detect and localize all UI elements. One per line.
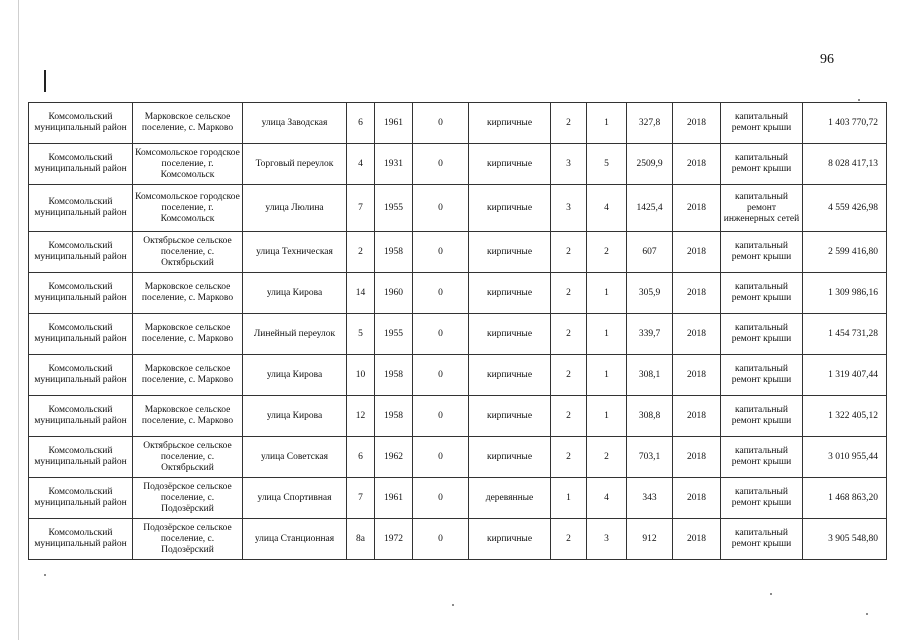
build-year-cell: 1962 xyxy=(375,437,413,478)
settlement-cell: Марковское сельское поселение, с. Марково xyxy=(133,273,243,314)
cost-cell: 1 309 986,16 xyxy=(803,273,887,314)
plan-year-cell: 2018 xyxy=(673,355,721,396)
settlement-cell: Марковское сельское поселение, с. Марково xyxy=(133,396,243,437)
work-type-cell: капитальный ремонт крыши xyxy=(721,396,803,437)
district-cell: Комсомольский муниципальный район xyxy=(29,273,133,314)
wall-material-cell: кирпичные xyxy=(469,273,551,314)
floors-cell: 2 xyxy=(551,437,587,478)
scan-speck xyxy=(44,574,46,576)
area-cell: 308,1 xyxy=(627,355,673,396)
cost-cell: 1 468 863,20 xyxy=(803,478,887,519)
area-cell: 912 xyxy=(627,519,673,560)
settlement-cell: Марковское сельское поселение, с. Марково xyxy=(133,355,243,396)
plan-year-cell: 2018 xyxy=(673,478,721,519)
house-number-cell: 4 xyxy=(347,144,375,185)
housing-repair-table xyxy=(28,102,887,560)
street-cell: улица Кирова xyxy=(243,355,347,396)
entrances-cell: 1 xyxy=(587,314,627,355)
plan-year-cell: 2018 xyxy=(673,103,721,144)
plan-year-cell: 2018 xyxy=(673,396,721,437)
scan-margin-mark xyxy=(44,70,46,92)
zero-value-cell: 0 xyxy=(413,103,469,144)
work-type-cell: капитальный ремонт крыши xyxy=(721,355,803,396)
house-number-cell: 10 xyxy=(347,355,375,396)
district-cell: Комсомольский муниципальный район xyxy=(29,185,133,232)
plan-year-cell: 2018 xyxy=(673,314,721,355)
entrances-cell: 1 xyxy=(587,396,627,437)
zero-value-cell: 0 xyxy=(413,519,469,560)
work-type-cell: капитальный ремонт крыши xyxy=(721,144,803,185)
area-cell: 327,8 xyxy=(627,103,673,144)
zero-value-cell: 0 xyxy=(413,478,469,519)
wall-material-cell: кирпичные xyxy=(469,519,551,560)
wall-material-cell: кирпичные xyxy=(469,314,551,355)
street-cell: Торговый переулок xyxy=(243,144,347,185)
scan-speck xyxy=(770,593,772,595)
house-number-cell: 14 xyxy=(347,273,375,314)
work-type-cell: капитальный ремонт крыши xyxy=(721,103,803,144)
cost-cell: 8 028 417,13 xyxy=(803,144,887,185)
area-cell: 305,9 xyxy=(627,273,673,314)
house-number-cell: 7 xyxy=(347,478,375,519)
entrances-cell: 1 xyxy=(587,103,627,144)
floors-cell: 2 xyxy=(551,232,587,273)
settlement-cell: Октябрьское сельское поселение, с. Октябрьский xyxy=(133,232,243,273)
plan-year-cell: 2018 xyxy=(673,437,721,478)
area-cell: 2509,9 xyxy=(627,144,673,185)
entrances-cell: 2 xyxy=(587,437,627,478)
build-year-cell: 1958 xyxy=(375,396,413,437)
wall-material-cell: кирпичные xyxy=(469,185,551,232)
table-row xyxy=(29,314,887,355)
page-number: 96 xyxy=(820,52,834,67)
house-number-cell: 6 xyxy=(347,103,375,144)
scan-speck xyxy=(452,604,454,606)
build-year-cell: 1960 xyxy=(375,273,413,314)
cost-cell: 1 403 770,72 xyxy=(803,103,887,144)
plan-year-cell: 2018 xyxy=(673,519,721,560)
street-cell: улица Кирова xyxy=(243,273,347,314)
plan-year-cell: 2018 xyxy=(673,273,721,314)
table-row xyxy=(29,103,887,144)
floors-cell: 2 xyxy=(551,273,587,314)
floors-cell: 2 xyxy=(551,103,587,144)
plan-year-cell: 2018 xyxy=(673,232,721,273)
work-type-cell: капитальный ремонт крыши xyxy=(721,519,803,560)
build-year-cell: 1958 xyxy=(375,232,413,273)
build-year-cell: 1955 xyxy=(375,185,413,232)
settlement-cell: Комсомольское городское поселение, г. Комсомольск xyxy=(133,144,243,185)
street-cell: Линейный переулок xyxy=(243,314,347,355)
floors-cell: 2 xyxy=(551,396,587,437)
table-row xyxy=(29,144,887,185)
settlement-cell: Марковское сельское поселение, с. Марково xyxy=(133,103,243,144)
work-type-cell: капитальный ремонт крыши xyxy=(721,273,803,314)
settlement-cell: Октябрьское сельское поселение, с. Октябрьский xyxy=(133,437,243,478)
entrances-cell: 5 xyxy=(587,144,627,185)
table-row xyxy=(29,396,887,437)
floors-cell: 3 xyxy=(551,144,587,185)
area-cell: 343 xyxy=(627,478,673,519)
floors-cell: 2 xyxy=(551,519,587,560)
district-cell: Комсомольский муниципальный район xyxy=(29,478,133,519)
district-cell: Комсомольский муниципальный район xyxy=(29,519,133,560)
entrances-cell: 1 xyxy=(587,273,627,314)
area-cell: 1425,4 xyxy=(627,185,673,232)
floors-cell: 2 xyxy=(551,355,587,396)
cost-cell: 3 905 548,80 xyxy=(803,519,887,560)
build-year-cell: 1958 xyxy=(375,355,413,396)
scan-speck xyxy=(858,99,860,101)
zero-value-cell: 0 xyxy=(413,437,469,478)
district-cell: Комсомольский муниципальный район xyxy=(29,144,133,185)
plan-year-cell: 2018 xyxy=(673,144,721,185)
build-year-cell: 1931 xyxy=(375,144,413,185)
work-type-cell: капитальный ремонт крыши xyxy=(721,232,803,273)
street-cell: улица Станционная xyxy=(243,519,347,560)
house-number-cell: 2 xyxy=(347,232,375,273)
wall-material-cell: кирпичные xyxy=(469,396,551,437)
street-cell: улица Спортивная xyxy=(243,478,347,519)
entrances-cell: 3 xyxy=(587,519,627,560)
zero-value-cell: 0 xyxy=(413,144,469,185)
entrances-cell: 4 xyxy=(587,185,627,232)
district-cell: Комсомольский муниципальный район xyxy=(29,355,133,396)
settlement-cell: Подозёрское сельское поселение, с. Подозёрский xyxy=(133,519,243,560)
floors-cell: 1 xyxy=(551,478,587,519)
area-cell: 339,7 xyxy=(627,314,673,355)
entrances-cell: 1 xyxy=(587,355,627,396)
work-type-cell: капитальный ремонт крыши xyxy=(721,437,803,478)
area-cell: 607 xyxy=(627,232,673,273)
cost-cell: 4 559 426,98 xyxy=(803,185,887,232)
street-cell: улица Люлина xyxy=(243,185,347,232)
district-cell: Комсомольский муниципальный район xyxy=(29,232,133,273)
district-cell: Комсомольский муниципальный район xyxy=(29,103,133,144)
work-type-cell: капитальный ремонт крыши xyxy=(721,478,803,519)
zero-value-cell: 0 xyxy=(413,185,469,232)
zero-value-cell: 0 xyxy=(413,355,469,396)
district-cell: Комсомольский муниципальный район xyxy=(29,396,133,437)
table-row xyxy=(29,355,887,396)
wall-material-cell: деревянные xyxy=(469,478,551,519)
street-cell: улица Кирова xyxy=(243,396,347,437)
house-number-cell: 6 xyxy=(347,437,375,478)
zero-value-cell: 0 xyxy=(413,314,469,355)
house-number-cell: 12 xyxy=(347,396,375,437)
cost-cell: 2 599 416,80 xyxy=(803,232,887,273)
cost-cell: 1 454 731,28 xyxy=(803,314,887,355)
street-cell: улица Заводская xyxy=(243,103,347,144)
area-cell: 308,8 xyxy=(627,396,673,437)
build-year-cell: 1972 xyxy=(375,519,413,560)
house-number-cell: 5 xyxy=(347,314,375,355)
scan-speck xyxy=(866,613,868,615)
table-body xyxy=(29,103,887,560)
entrances-cell: 4 xyxy=(587,478,627,519)
table-row xyxy=(29,437,887,478)
settlement-cell: Марковское сельское поселение, с. Марково xyxy=(133,314,243,355)
wall-material-cell: кирпичные xyxy=(469,144,551,185)
table-row xyxy=(29,273,887,314)
settlement-cell: Комсомольское городское поселение, г. Комсомольск xyxy=(133,185,243,232)
scan-margin-line xyxy=(18,0,19,640)
settlement-cell: Подозёрское сельское поселение, с. Подозёрский xyxy=(133,478,243,519)
entrances-cell: 2 xyxy=(587,232,627,273)
house-number-cell: 7 xyxy=(347,185,375,232)
table-row xyxy=(29,478,887,519)
street-cell: улица Техническая xyxy=(243,232,347,273)
cost-cell: 1 322 405,12 xyxy=(803,396,887,437)
cost-cell: 1 319 407,44 xyxy=(803,355,887,396)
house-number-cell: 8а xyxy=(347,519,375,560)
table-row xyxy=(29,232,887,273)
district-cell: Комсомольский муниципальный район xyxy=(29,437,133,478)
area-cell: 703,1 xyxy=(627,437,673,478)
work-type-cell: капитальный ремонт инженерных сетей xyxy=(721,185,803,232)
wall-material-cell: кирпичные xyxy=(469,103,551,144)
build-year-cell: 1955 xyxy=(375,314,413,355)
build-year-cell: 1961 xyxy=(375,103,413,144)
table-row xyxy=(29,185,887,232)
floors-cell: 3 xyxy=(551,185,587,232)
work-type-cell: капитальный ремонт крыши xyxy=(721,314,803,355)
zero-value-cell: 0 xyxy=(413,396,469,437)
zero-value-cell: 0 xyxy=(413,232,469,273)
wall-material-cell: кирпичные xyxy=(469,355,551,396)
street-cell: улица Советская xyxy=(243,437,347,478)
table-row xyxy=(29,519,887,560)
cost-cell: 3 010 955,44 xyxy=(803,437,887,478)
plan-year-cell: 2018 xyxy=(673,185,721,232)
wall-material-cell: кирпичные xyxy=(469,232,551,273)
wall-material-cell: кирпичные xyxy=(469,437,551,478)
build-year-cell: 1961 xyxy=(375,478,413,519)
zero-value-cell: 0 xyxy=(413,273,469,314)
floors-cell: 2 xyxy=(551,314,587,355)
district-cell: Комсомольский муниципальный район xyxy=(29,314,133,355)
